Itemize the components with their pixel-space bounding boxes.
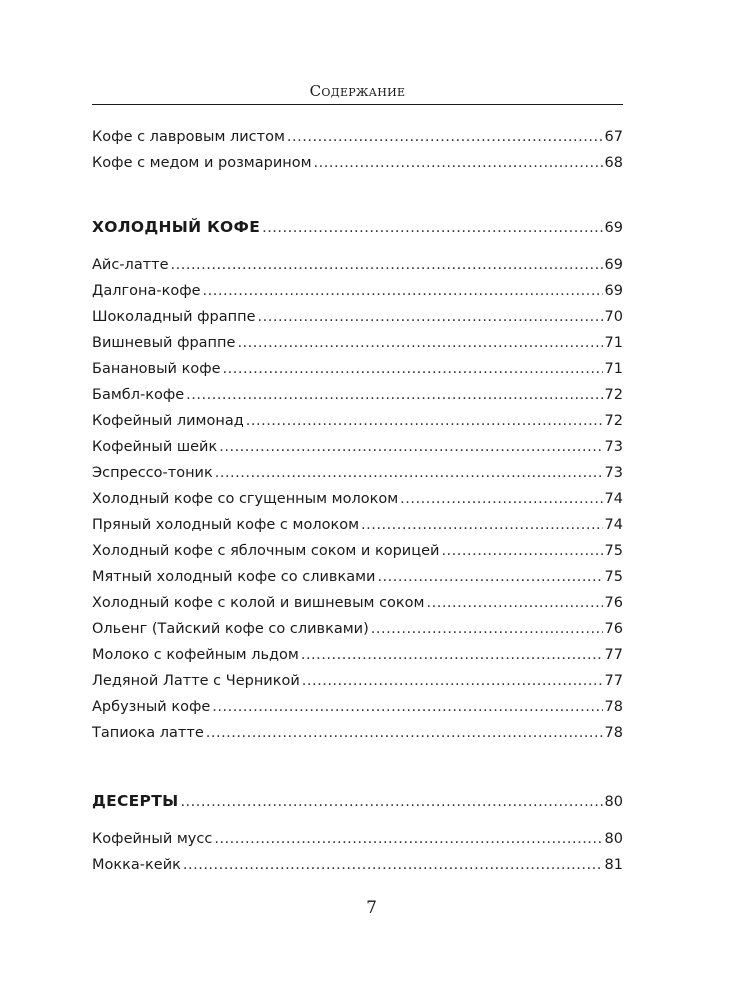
- toc-entry-title: Далгона-кофе: [92, 283, 201, 299]
- dot-leader: [186, 386, 602, 404]
- toc-entry: [92, 856, 623, 874]
- toc-entry-title: Холодный кофе со сгущенным молоком: [92, 491, 399, 507]
- running-header: Содержание: [309, 82, 406, 100]
- toc-entry-title: Тапиока латте: [92, 725, 204, 741]
- toc-entry-title: Кофейный мусс: [92, 831, 213, 847]
- toc-entry-page: 77: [604, 647, 623, 663]
- toc-entry: [92, 672, 623, 690]
- toc-entry-title: Айс-латте: [92, 257, 169, 273]
- toc-entry-title: Шоколадный фраппе: [92, 309, 256, 325]
- toc-entry: [92, 594, 623, 612]
- toc-entry: [92, 128, 623, 146]
- toc-entry-page: 73: [604, 439, 623, 455]
- toc-entry: [92, 830, 623, 848]
- dot-leader: [206, 724, 603, 742]
- dot-leader: [171, 256, 603, 274]
- toc-entry-title: Вишневый фраппе: [92, 335, 236, 351]
- dot-leader: [427, 594, 603, 612]
- dot-leader: [212, 698, 602, 716]
- dot-leader: [287, 128, 603, 146]
- toc-entry-page: 70: [604, 309, 623, 325]
- toc-entry: [92, 646, 623, 664]
- toc-entry-page: 72: [604, 387, 623, 403]
- toc-entry: [92, 490, 623, 508]
- toc-entry-page: 69: [604, 283, 623, 299]
- dot-leader: [223, 360, 603, 378]
- toc-entry: [92, 308, 623, 326]
- toc-entry-page: 80: [604, 831, 623, 847]
- toc-entry-title: Кофейный шейк: [92, 439, 218, 455]
- toc-entry: [92, 360, 623, 378]
- toc-entry-title: Ольенг (Тайский кофе со сливками): [92, 621, 369, 637]
- toc-entry-page: 76: [604, 621, 623, 637]
- toc-entry: [92, 698, 623, 716]
- dot-leader: [215, 464, 603, 482]
- toc-entry: [92, 620, 623, 638]
- toc-entry-title: Ледяной Латте с Черникой: [92, 673, 300, 689]
- toc-entry: [92, 334, 623, 352]
- dot-leader: [246, 412, 603, 430]
- toc-entry-title: ХОЛОДНЫЙ КОФЕ: [92, 218, 261, 236]
- toc-entry-page: 74: [604, 517, 623, 533]
- toc-entry-page: 67: [604, 129, 623, 145]
- toc-entry: [92, 412, 623, 430]
- toc-entry-page: 71: [604, 361, 623, 377]
- toc-entry-page: 75: [604, 543, 623, 559]
- toc-entry-title: Мятный холодный кофе со сливками: [92, 569, 376, 585]
- page-number: 7: [366, 898, 377, 918]
- toc-entry-page: 78: [604, 699, 623, 715]
- toc-entry-page: 77: [604, 673, 623, 689]
- toc-entry-title: Кофейный лимонад: [92, 413, 244, 429]
- dot-leader: [301, 646, 603, 664]
- toc-entry: [92, 464, 623, 482]
- toc-entry-title: Молоко с кофейным льдом: [92, 647, 299, 663]
- dot-leader: [219, 438, 602, 456]
- toc-entry-title: Холодный кофе с яблочным соком и корицей: [92, 543, 440, 559]
- toc-section-heading: [92, 218, 623, 237]
- toc-entry-title: Пряный холодный кофе с молоком: [92, 517, 360, 533]
- toc-entry-page: 76: [604, 595, 623, 611]
- toc-entry: [92, 438, 623, 456]
- toc-entry-title: ДЕСЕРТЫ: [92, 792, 179, 810]
- toc-entry: [92, 386, 623, 404]
- toc-entry-page: 81: [604, 857, 623, 873]
- toc-entry-title: Эспрессо-тоник: [92, 465, 213, 481]
- toc-entry-page: 71: [604, 335, 623, 351]
- dot-leader: [183, 856, 603, 874]
- toc-entry-page: 78: [604, 725, 623, 741]
- toc-entry: [92, 542, 623, 560]
- toc-entry: [92, 154, 623, 172]
- toc-entry: [92, 256, 623, 274]
- dot-leader: [203, 282, 603, 300]
- dot-leader: [441, 542, 602, 560]
- toc-entry-page: 68: [604, 155, 623, 171]
- toc-entry-page: 80: [604, 794, 623, 810]
- dot-leader: [258, 308, 603, 326]
- toc-entry-title: Холодный кофе с колой и вишневым соком: [92, 595, 425, 611]
- toc-entry-page: 72: [604, 413, 623, 429]
- toc-section-heading: [92, 792, 623, 811]
- toc-entry-title: Кофе с медом и розмарином: [92, 155, 312, 171]
- dot-leader: [314, 154, 603, 172]
- toc-entry-title: Мокка-кейк: [92, 857, 181, 873]
- dot-leader: [361, 516, 603, 534]
- toc-entry-title: Банановый кофе: [92, 361, 221, 377]
- toc-entry-page: 73: [604, 465, 623, 481]
- dot-leader: [400, 490, 602, 508]
- dot-leader: [180, 793, 602, 811]
- toc-entry: [92, 568, 623, 586]
- toc-entry: [92, 282, 623, 300]
- toc-entry-title: Бамбл-кофе: [92, 387, 185, 403]
- toc-entry-page: 75: [604, 569, 623, 585]
- dot-leader: [377, 568, 602, 586]
- toc-entry: [92, 724, 623, 742]
- toc-entry-page: 69: [604, 220, 623, 236]
- toc-entry-title: Арбузный кофе: [92, 699, 211, 715]
- dot-leader: [371, 620, 603, 638]
- dot-leader: [214, 830, 602, 848]
- dot-leader: [302, 672, 603, 690]
- toc-entry: [92, 516, 623, 534]
- dot-leader: [237, 334, 602, 352]
- toc-entry-title: Кофе с лавровым листом: [92, 129, 285, 145]
- toc-entry-page: 74: [604, 491, 623, 507]
- dot-leader: [262, 219, 602, 237]
- header-rule: [92, 104, 623, 105]
- toc-entry-page: 69: [604, 257, 623, 273]
